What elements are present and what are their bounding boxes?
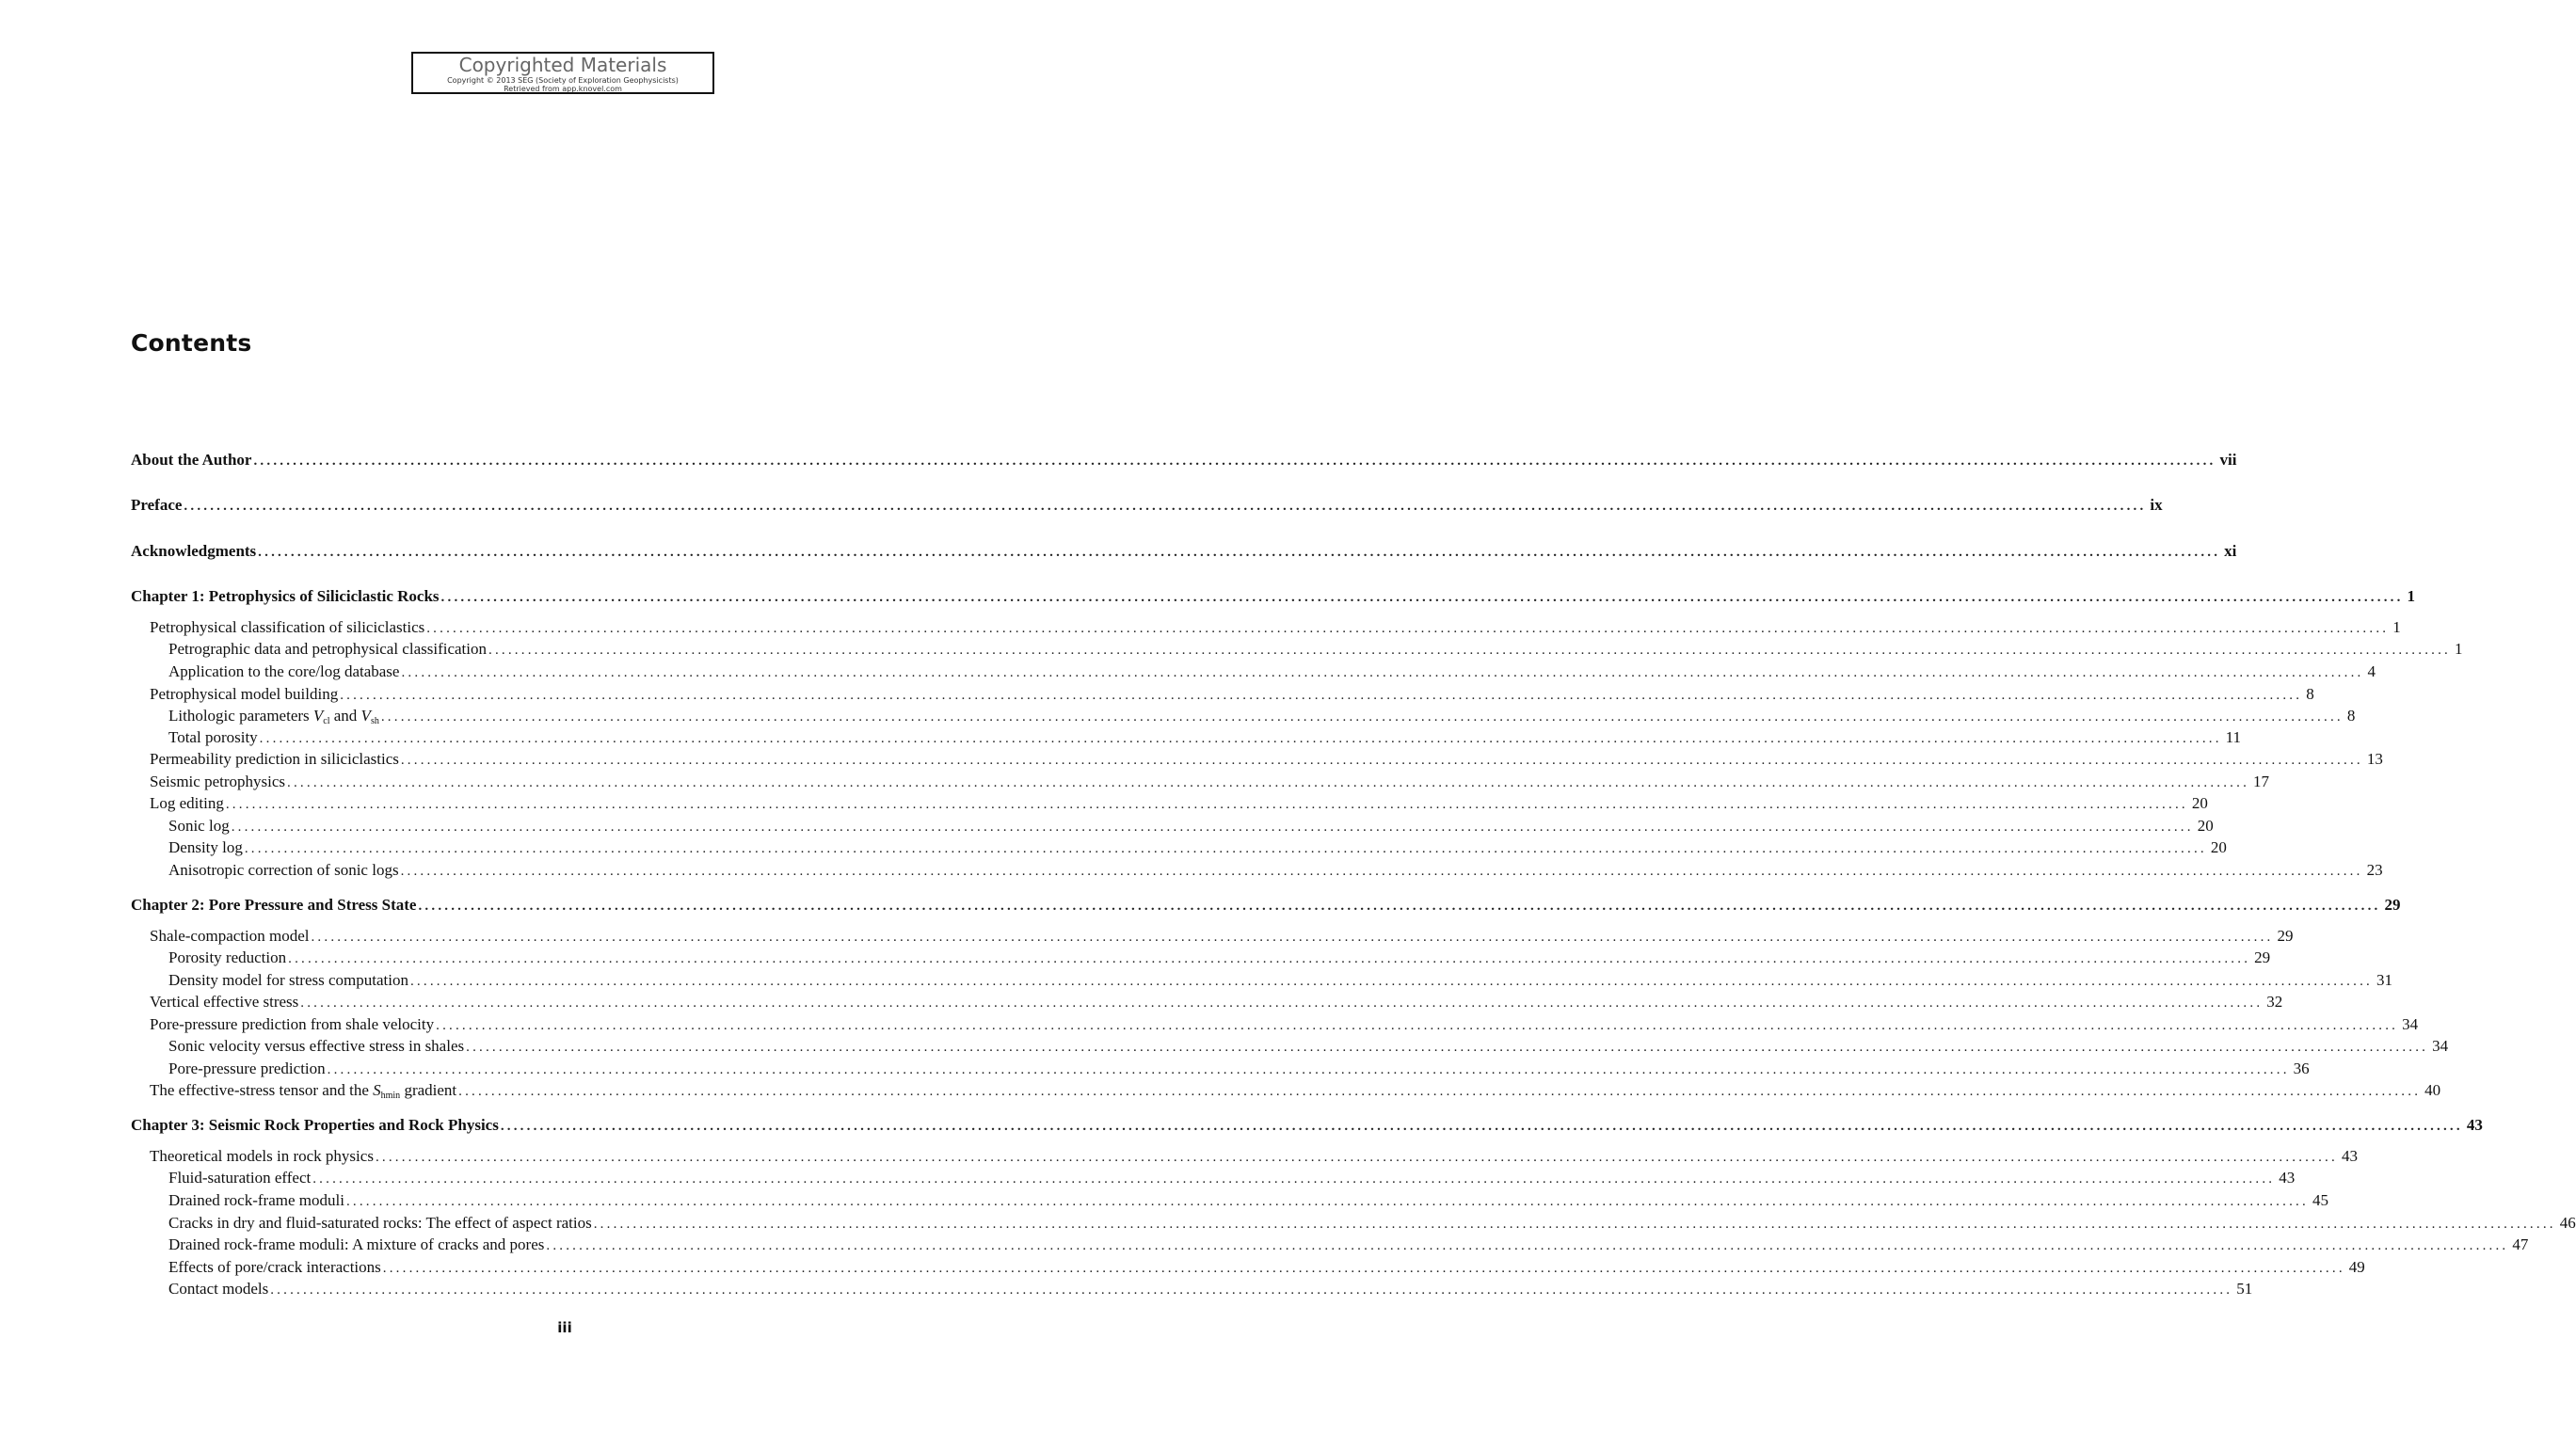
dot-leader: ............................................................................................................................................................................................................................................................................................................ xyxy=(488,643,2451,658)
dot-leader: ............................................................................................................................................................................................................................................................................................................ xyxy=(231,820,2194,835)
stamp-source-line: Retrieved from app.knovel.com xyxy=(504,85,622,93)
math-subscript: sh xyxy=(370,716,379,726)
toc-entry-label: Density log xyxy=(168,838,243,856)
toc-entry-page: 43 xyxy=(2279,1169,2296,1187)
dot-leader: ............................................................................................................................................................................................................................................................................................................ xyxy=(418,899,2381,914)
toc-entry-label: Contact models xyxy=(168,1280,269,1298)
toc-entry-label: Chapter 3: Seismic Rock Properties and Rock Physics xyxy=(131,1116,499,1134)
toc-entry-page: 1 xyxy=(2407,587,2416,605)
toc-entry-label: Total porosity xyxy=(168,728,258,746)
toc-entry-page: 29 xyxy=(2254,948,2271,966)
dot-leader: ............................................................................................................................................................................................................................................................................................................ xyxy=(258,545,2221,560)
toc-entry-label: About the Author xyxy=(131,451,252,469)
toc-entry-page: 34 xyxy=(2402,1015,2419,1033)
dot-leader: ............................................................................................................................................................................................................................................................................................................ xyxy=(225,797,2188,812)
dot-leader: ............................................................................................................................................................................................................................................................................................................ xyxy=(288,951,2251,966)
toc-entry[interactable] xyxy=(131,1190,2328,1211)
toc-entry-page: 20 xyxy=(2197,817,2214,835)
toc-entry[interactable] xyxy=(131,617,2401,638)
math-variable: S xyxy=(373,1081,381,1099)
toc-entry[interactable] xyxy=(131,661,2376,682)
dot-leader: ............................................................................................................................................................................................................................................................................................................ xyxy=(401,665,2364,680)
toc-entry[interactable] xyxy=(131,1168,2296,1188)
toc-entry[interactable] xyxy=(131,992,2283,1012)
toc-entry[interactable] xyxy=(131,1080,2441,1101)
toc-entry-page: 20 xyxy=(2191,794,2208,812)
toc-entry[interactable] xyxy=(131,1257,2365,1278)
toc-entry-label: Sonic velocity versus effective stress in shales xyxy=(168,1037,465,1055)
toc-entry-page: 46 xyxy=(2559,1214,2576,1232)
toc-entry-page: 29 xyxy=(2277,927,2294,945)
toc-entry[interactable] xyxy=(131,793,2208,814)
toc-entry-label: Density model for stress computation xyxy=(168,971,408,989)
toc-entry-label: Shale-compaction model xyxy=(150,927,310,945)
toc-entry[interactable] xyxy=(131,970,2392,991)
toc-entry-label: Fluid-saturation effect xyxy=(168,1169,312,1187)
dot-leader: ............................................................................................................................................................................................................................................................................................................ xyxy=(593,1217,2556,1232)
toc-entry[interactable] xyxy=(131,1014,2419,1035)
toc-entry-page: 13 xyxy=(2366,750,2383,768)
copyright-stamp xyxy=(411,52,714,94)
toc-entry-chapter-2[interactable] xyxy=(131,895,2401,916)
toc-entry-label: Pore-pressure prediction from shale velocity xyxy=(150,1015,435,1033)
math-variable: V xyxy=(360,707,371,725)
toc-entry-label: Vertical effective stress xyxy=(150,993,299,1011)
dot-leader: ............................................................................................................................................................................................................................................................................................................ xyxy=(400,753,2363,768)
math-subscript: cl xyxy=(323,716,330,726)
toc-entry-page: 51 xyxy=(2236,1280,2253,1298)
label-prefix: The effective-stress tensor and the xyxy=(150,1081,374,1099)
toc-entry-page: 49 xyxy=(2348,1258,2365,1276)
toc-entry-about-author[interactable] xyxy=(131,450,2237,470)
toc-entry-page: 36 xyxy=(2293,1060,2310,1077)
label-suffix: gradient xyxy=(400,1081,457,1099)
dot-leader: ............................................................................................................................................................................................................................................................................................................ xyxy=(436,1018,2399,1033)
toc-entry[interactable] xyxy=(131,860,2383,881)
toc-entry-label: Log editing xyxy=(150,794,224,812)
toc-entry-page: vii xyxy=(2219,451,2237,469)
dot-leader: ............................................................................................................................................................................................................................................................................................................ xyxy=(244,841,2207,856)
toc-entry-page: 1 xyxy=(2392,618,2401,636)
toc-entry-label: Permeability prediction in siliciclastics xyxy=(150,750,399,768)
toc-entry-label: Petrophysical model building xyxy=(150,685,339,703)
dot-leader: ............................................................................................................................................................................................................................................................................................................ xyxy=(184,499,2147,514)
toc-entry[interactable] xyxy=(131,639,2463,660)
toc-entry-page: 4 xyxy=(2367,662,2376,680)
toc-entry[interactable] xyxy=(131,749,2383,770)
toc-entry-page: 23 xyxy=(2366,861,2383,879)
toc-entry-label: Preface xyxy=(131,496,183,514)
toc-entry-chapter-1[interactable] xyxy=(131,586,2416,607)
toc-entry-label: Sonic log xyxy=(168,817,230,835)
toc-entry[interactable] xyxy=(131,926,2294,947)
toc-entry-page: 8 xyxy=(2346,707,2356,725)
toc-entry-page: xi xyxy=(2224,542,2237,560)
dot-leader: ............................................................................................................................................................................................................................................................................................................ xyxy=(382,1261,2345,1276)
toc-entry-label: Petrographic data and petrophysical classification xyxy=(168,640,487,658)
toc-entry-label: Cracks in dry and fluid-saturated rocks: The effect of aspect ratios xyxy=(168,1214,592,1232)
toc-entry-page: 20 xyxy=(2210,838,2227,856)
toc-entry-page: 40 xyxy=(2424,1081,2441,1099)
toc-entry-label: Porosity reduction xyxy=(168,948,287,966)
toc-entry-label: Pore-pressure prediction xyxy=(168,1060,326,1077)
toc-entry-label: Chapter 1: Petrophysics of Siliciclastic Rocks xyxy=(131,587,440,605)
toc-entry-label: Drained rock-frame moduli xyxy=(168,1191,344,1209)
toc-entry[interactable] xyxy=(131,1279,2253,1299)
toc-entry-page: 47 xyxy=(2512,1235,2529,1253)
toc-entry-label: Theoretical models in rock physics xyxy=(150,1147,374,1165)
dot-leader: ............................................................................................................................................................................................................................................................................................................ xyxy=(400,864,2363,879)
toc-entry[interactable] xyxy=(131,837,2227,858)
dot-leader: ............................................................................................................................................................................................................................................................................................................ xyxy=(311,930,2274,945)
math-subscript: hmin xyxy=(380,1091,401,1101)
toc-entry-page: 1 xyxy=(2455,640,2463,658)
stamp-copyright-line: Copyright © 2013 SEG (Society of Exploration Geophysicists) xyxy=(447,76,679,85)
dot-leader: ............................................................................................................................................................................................................................................................................................................ xyxy=(546,1238,2509,1253)
toc-entry-page: ix xyxy=(2150,496,2163,514)
toc-entry[interactable] xyxy=(131,772,2270,792)
toc-entry-label: Drained rock-frame moduli: A mixture of cracks and pores xyxy=(168,1235,545,1253)
toc-entry-label: Effects of pore/crack interactions xyxy=(168,1258,381,1276)
dot-leader: ............................................................................................................................................................................................................................................................................................................ xyxy=(340,688,2303,703)
toc-entry-page: 32 xyxy=(2266,993,2283,1011)
toc-entry-label: Chapter 2: Pore Pressure and Stress State xyxy=(131,896,417,914)
dot-leader: ............................................................................................................................................................................................................................................................................................................ xyxy=(312,1171,2276,1187)
dot-leader: ............................................................................................................................................................................................................................................................................................................ xyxy=(440,590,2404,605)
dot-leader: ............................................................................................................................................................................................................................................................................................................ xyxy=(380,709,2344,725)
toc-entry-label xyxy=(150,1080,458,1107)
toc-entry[interactable] xyxy=(131,816,2214,836)
toc-entry-page: 31 xyxy=(2376,971,2392,989)
stamp-title: Copyrighted Materials xyxy=(458,54,667,76)
toc-entry-page: 8 xyxy=(2306,685,2314,703)
dot-leader: ............................................................................................................................................................................................................................................................................................................ xyxy=(345,1194,2309,1209)
toc-entry-page: 43 xyxy=(2466,1116,2483,1134)
toc-entry[interactable] xyxy=(131,684,2314,705)
toc-entry-page: 45 xyxy=(2312,1191,2328,1209)
dot-leader: ............................................................................................................................................................................................................................................................................................................ xyxy=(458,1084,2422,1099)
page-title: Contents xyxy=(131,329,252,357)
toc-entry[interactable] xyxy=(131,1235,2529,1255)
dot-leader: ............................................................................................................................................................................................................................................................................................................ xyxy=(300,996,2264,1011)
dot-leader: ............................................................................................................................................................................................................................................................................................................ xyxy=(409,974,2373,989)
toc-entry-acknowledgments[interactable] xyxy=(131,541,2237,562)
dot-leader: ............................................................................................................................................................................................................................................................................................................ xyxy=(426,621,2390,636)
dot-leader: ............................................................................................................................................................................................................................................................................................................ xyxy=(500,1119,2463,1134)
math-variable: V xyxy=(312,707,324,725)
toc-entry-label: Seismic petrophysics xyxy=(150,773,286,790)
toc-entry[interactable] xyxy=(131,1059,2310,1079)
toc-entry-chapter-3[interactable] xyxy=(131,1115,2483,1136)
toc-entry[interactable] xyxy=(131,1213,2576,1234)
toc-entry-page: 34 xyxy=(2432,1037,2449,1055)
toc-entry-preface[interactable] xyxy=(131,495,2163,516)
toc-entry[interactable] xyxy=(131,1146,2358,1167)
toc-entry-label: Anisotropic correction of sonic logs xyxy=(168,861,399,879)
toc-entry-label: Petrophysical classification of siliciclastics xyxy=(150,618,425,636)
page-number: iii xyxy=(557,1319,572,1336)
dot-leader: ............................................................................................................................................................................................................................................................................................................ xyxy=(327,1062,2290,1077)
toc-entry-label: Application to the core/log database xyxy=(168,662,400,680)
toc-entry[interactable] xyxy=(131,1036,2449,1057)
toc-entry-page: 29 xyxy=(2384,896,2401,914)
label-prefix: Lithologic parameters xyxy=(168,707,313,725)
toc-entry-label: Acknowledgments xyxy=(131,542,257,560)
dot-leader: ............................................................................................................................................................................................................................................................................................................ xyxy=(270,1283,2233,1298)
toc-entry[interactable] xyxy=(131,727,2242,748)
dot-leader: ............................................................................................................................................................................................................................................................................................................ xyxy=(466,1040,2429,1055)
dot-leader: ............................................................................................................................................................................................................................................................................................................ xyxy=(375,1150,2338,1165)
toc-entry-page: 17 xyxy=(2253,773,2270,790)
dot-leader: ............................................................................................................................................................................................................................................................................................................ xyxy=(259,731,2222,746)
toc-entry[interactable] xyxy=(131,706,2356,726)
toc-entry[interactable] xyxy=(131,948,2271,968)
toc-entry-page: 43 xyxy=(2341,1147,2358,1165)
label-conjunction: and xyxy=(329,707,361,725)
dot-leader: ............................................................................................................................................................................................................................................................................................................ xyxy=(253,454,2216,469)
toc-entry-page: 11 xyxy=(2225,728,2242,746)
dot-leader: ............................................................................................................................................................................................................................................................................................................ xyxy=(287,775,2250,790)
